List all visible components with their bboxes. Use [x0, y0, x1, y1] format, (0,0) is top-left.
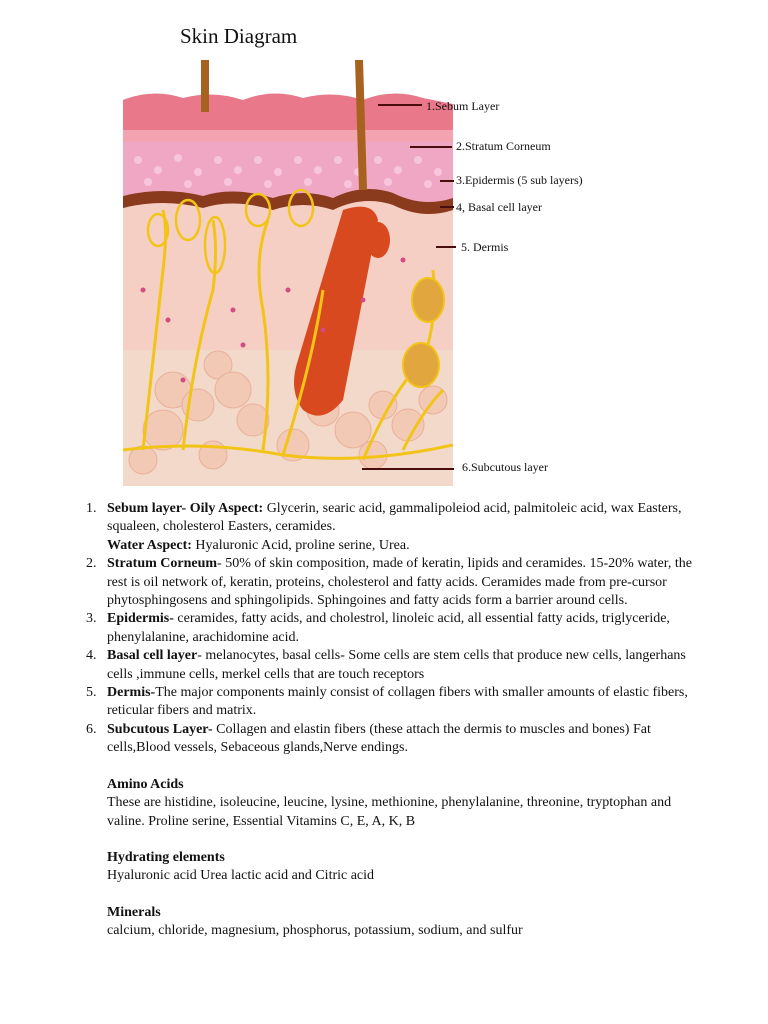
amino-acids-text: These are histidine, isoleucine, leucine, lysine, methionine, phenylalanine, threonine, tryptophan and valine. Proline serine, Essential Vitamins C, E, A, K, B: [107, 795, 672, 829]
list-number: 6.: [86, 721, 97, 737]
document-body: [86, 500, 706, 941]
term-water-aspect: Water Aspect:: [107, 537, 192, 553]
list-number: 5.: [86, 685, 97, 701]
amino-acids-heading: Amino Acids: [107, 776, 184, 792]
hydrating-elements-section: [107, 849, 706, 886]
sebaceous-gland: [366, 222, 390, 258]
term-sebum: Sebum layer- Oily Aspect:: [107, 501, 264, 516]
minerals-heading: Minerals: [107, 904, 161, 920]
list-item-subcutous-layer: [86, 721, 706, 758]
hydrating-elements-heading: Hydrating elements: [107, 849, 225, 865]
term-stratum-corneum: Stratum Corneum: [107, 556, 218, 572]
callout-label-3: 3.Epidermis (5 sub layers): [456, 173, 583, 187]
page-title: Skin Diagram: [180, 24, 298, 48]
list-number: 3.: [86, 611, 97, 627]
callout-line-5: [436, 246, 456, 248]
term-epidermis: Epidermis-: [107, 611, 174, 627]
list-number: 1.: [86, 501, 97, 516]
list-item-dermis: [86, 684, 706, 721]
list-number: 2.: [86, 556, 97, 572]
callout-line-6: [362, 468, 454, 470]
callout-label-1: 1.Sebum Layer: [426, 99, 500, 113]
description-sebum: Glycerin, searic acid, gammalipoleiod acid, palmitoleic acid, wax Easters, squaleen, cholesterol Easters, ceramides.: [107, 501, 682, 535]
minerals-text: calcium, chloride, magnesium, phosphorus, potassium, sodium, and sulfur: [107, 923, 523, 939]
hydrating-elements-text: Hyaluronic acid Urea lactic acid and Citric acid: [107, 868, 375, 884]
layer-descriptions-list: [86, 500, 706, 758]
list-item-stratum-corneum: [86, 555, 706, 610]
stratum-corneum: [123, 130, 453, 142]
callout-line-2: [410, 146, 452, 148]
callout-label-5: 5. Dermis: [461, 240, 509, 254]
description-water-aspect: Hyaluronic Acid, proline serine, Urea.: [191, 537, 410, 553]
list-item-sebum: [86, 500, 706, 555]
term-basal-cell-layer: Basal cell layer: [107, 648, 198, 664]
callout-line-1: [378, 104, 422, 106]
description-stratum-corneum: - 50% of skin composition, made of keratin, lipids and ceramides. 15-20% water, the rest is oil network of, keratin, proteins, cholesterol and fatty acids. Ceramides made from pre-cursor phytosphingosens and sphingolipids. Sphingoines and fatty acids form a barrier around cells.: [107, 556, 692, 609]
callout-label-6: 6.Subcutous layer: [462, 460, 548, 474]
term-subcutous-layer: Subcutous Layer-: [107, 721, 213, 737]
minerals-section: [107, 904, 706, 941]
callout-line-4: [440, 206, 454, 208]
callout-label-2: 2.Stratum Corneum: [456, 139, 551, 153]
callout-line-3: [440, 180, 454, 182]
skin-cross-section-illustration: [123, 60, 453, 486]
list-item-epidermis: [86, 610, 706, 647]
hair-shaft-left: [201, 60, 209, 112]
description-basal-cell-layer: - melanocytes, basal cells- Some cells are stem cells that produce new cells, langerhans cells ,immune cells, merkel cells that are touch receptors: [107, 648, 686, 682]
description-epidermis: ceramides, fatty acids, and cholestrol, linoleic acid, all essential fatty acids, triglyceride, phenylalanine, arachidomine acid.: [107, 611, 670, 645]
callout-label-4: 4, Basal cell layer: [456, 200, 542, 214]
term-dermis: Dermis-: [107, 685, 156, 701]
list-number: 4.: [86, 648, 97, 664]
amino-acids-section: [107, 776, 706, 831]
list-item-basal-cell-layer: [86, 647, 706, 684]
description-dermis: The major components mainly consist of collagen fibers with smaller amounts of elastic fibers, reticular fibers and matrix.: [107, 685, 688, 719]
description-subcutous-layer: Collagen and elastin fibers (these attach the dermis to muscles and bones) Fat cells,Blood vessels, Sebaceous glands,Nerve endings.: [107, 721, 651, 756]
